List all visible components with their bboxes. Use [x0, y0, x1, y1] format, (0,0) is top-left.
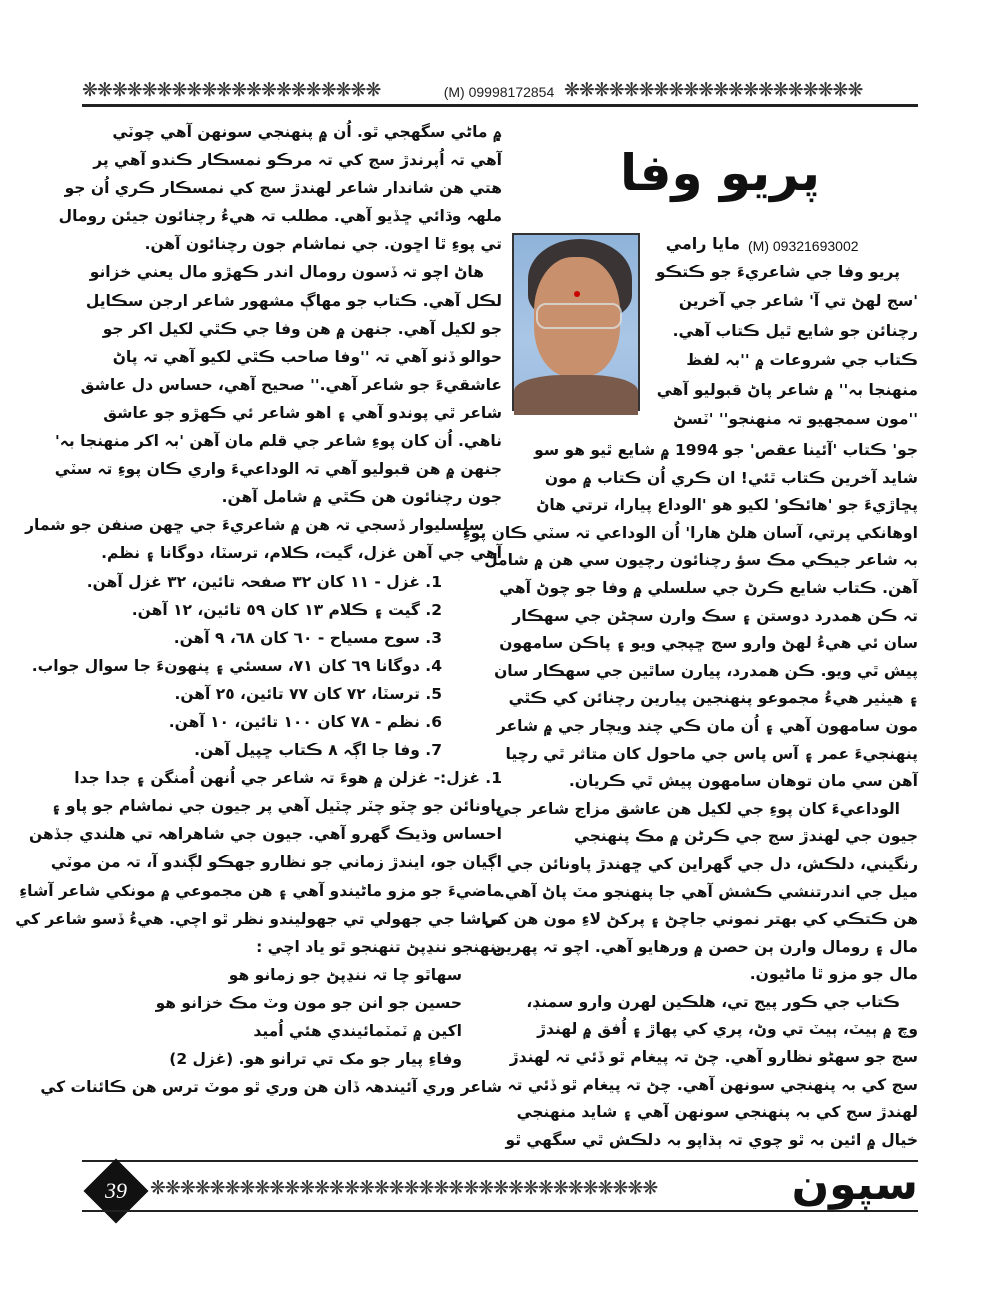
text-line: آهن سي مان توهان سامهون پيش ٿي ڪريان. — [568, 772, 918, 791]
text-line: ڪتاب جي ڪور پيج تي، هلڪين لهرن وارو سمنڊ، — [526, 992, 900, 1011]
text-line: جيون جي لهندڙ سج جي ڪرڻن ۾ مڪ پنهنجي — [574, 827, 918, 846]
text-line: 4. دوگانا ٦٩ کان ٧١، سسئي ۽ پنهونءَ جا سوال جواب. — [31, 656, 442, 675]
text-line: جنهن ۾ هن قبوليو آهي تہ الوداعيءَ واري ڪان پوءِ تہ سٽي — [54, 460, 502, 479]
text-line: پريو وفا جي شاعريءَ جو ڪتڪو — [655, 263, 900, 281]
text-line: مال جو مزو ٿا ماڻيون. — [749, 965, 918, 984]
text-line: مال ۽ رومال وارن ٻن حصن ۾ ورهايو آهي. اچو تہ پهرين — [492, 937, 918, 956]
magazine-logo: سپون — [791, 1159, 918, 1210]
text-line: پنهنجيءَ عمر ۽ آس پاس جي ماحول کان متاثر ٿي رچيا — [505, 744, 918, 763]
text-line: 5. ترسٽا، ٧٢ کان ٧٧ تائين، ٢٥ آهن. — [174, 684, 442, 703]
text-line: ۾ ماڻي سگهجي ٿو. اُن ۾ پنهنجي سونهن آهي چوٽي — [112, 123, 502, 141]
text-line: 1. غزل:- غزلن ۾ هوءَ تہ شاعر جي اُنهن اُمنگن ۽ جدا جدا — [74, 769, 502, 788]
text-line: شايد آخرين ڪتاب ٿئي! ان ڪري اُن ڪتاب ۾ مون — [544, 468, 918, 487]
text-line: اکين ۾ ٽمٽمائيندي هئي اُميد — [253, 1022, 462, 1040]
text-line: ڪتاب جي شروعات ۾ ''بہ لفظ — [686, 351, 918, 370]
text-line: ميل جي اندرتنشي ڪشش آهي جا پنهنجو مٽ پاڻ آهي. — [499, 882, 918, 901]
text-line: آهن. ڪتاب شايع ڪرڻ جي سلسلي ۾ وفا جو چوڻ آهي — [499, 578, 918, 597]
text-line: اوهانکي پرتي، آسان هلڻ هارا' اُن الوداعي تہ سٽي ڪان پوءِ — [462, 523, 918, 542]
text-line: تي پوءِ ٿا اڇون. جي نماشام جون رچنائون آهن. — [144, 235, 502, 254]
text-line: 1. غزل - ١١ کان ٣٢ صفحہ تائين، ٣٢ غزل آهن. — [86, 572, 442, 591]
text-line: هاڻ اچو تہ ڏسون رومال اندر ڪهڙو مال يعني خزانو — [89, 263, 484, 282]
text-line: پيش ٿي ويو. ڪن همدرد، پيارن ساٿين جي سهڪار سان — [494, 661, 918, 680]
left-column-body — [15, 118, 502, 1101]
right-column-body — [462, 437, 918, 1154]
text-line: وفاءِ پيار جو مک تي ترانو هو. (غزل 2) — [169, 1050, 462, 1069]
page-number: 39 — [105, 1178, 127, 1203]
text-line: منهنجا بہ'' ۾ شاعر پاڻ قبوليو آهي — [656, 380, 918, 399]
text-line: سج کي بہ پنهنجي سونهن آهي. چڻ تہ پيغام ٿو ڏئي تہ — [507, 1075, 918, 1094]
text-line: سهاٿو چا تہ ننڍپڻ جو زمانو هو — [228, 965, 462, 984]
text-line: پڇاڙيءَ جو 'هائڪو' لکيو هو 'الوداع پيارا، ترتي هاڻ — [536, 496, 918, 515]
text-line: 7. وفا جا اڳہ ٨ ڪتاب ڇپيل آهن. — [194, 741, 442, 760]
text-line: اڳيان جو، ايندڙ زماني جو نظارو جهڪو لڳندو آ، تہ من موٽي — [50, 853, 502, 872]
text-line: جون رچنائون هن ڪٿي ۾ شامل آهن. — [221, 488, 502, 507]
text-line: هتي هن شاندار شاعر لهندڙ سج کي نمسڪار ڪري اُن جو — [64, 179, 502, 198]
header-phone: (M) 09998172854 — [443, 84, 555, 100]
text-line: لڪل آهي. ڪتاب جو مهاڳ مشهور شاعر ارجن سڪايل — [85, 291, 502, 310]
text-line: 3. سوح مسياح - ٦٠ کان ٦٨، ٩ آهن. — [173, 628, 442, 647]
text-line: پنهنجو ننڍپڻ تنهنجو ٿو ياد اچي : — [256, 937, 502, 956]
text-line: 'سج لهڻ تي آ' شاعر جي آخرين — [678, 292, 918, 311]
footer-rule-bottom — [82, 1210, 918, 1212]
text-line: عاشقيءَ جو شاعر آهي.'' صحيح آهي، حساس دل عاشق — [80, 375, 502, 394]
text-line: خيال ۾ ائين بہ ٿو چوي تہ ٻڌاپو بہ دلڪش ٿي سگهي ٿو — [505, 1130, 918, 1149]
text-line: شاعر وري آئيندهہ ڏان هن وري ٿو موٽ ترس هن ڪائنات کي — [40, 1078, 502, 1097]
text-line: ''مون سمجهيو تہ منهنجو'' 'ٽسڻ — [673, 409, 918, 428]
text-line: آهي تہ اُپرندڙ سج کي تہ مرڪو نمسڪار ڪندو آهي پر — [93, 151, 502, 170]
text-line: لهندڙ سج کي بہ پنهنجي سونهن آهي ۽ شايد منهنجي — [516, 1103, 918, 1122]
text-line: جو' ڪتاب 'آئينا عقص' جو 1994 ۾ شايع ٿيو هو سو — [534, 441, 918, 459]
text-line: نراشا جي جهولي تي جهوليندو نظر ٿو اچي. هيءُ ڏسو شاعر کي — [15, 909, 502, 928]
text-line: حسين جو انن جو مون وٽ مڪ خزانو هو — [155, 993, 462, 1012]
text-line: الوداعيءَ کان پوءِ جي لکيل هن عاشق مزاج شاعر جي — [495, 799, 900, 818]
author-phone: (M) 09321693002 — [748, 238, 859, 254]
text-line: تہ ڪن همدرد دوستن ۽ سڪ وارن سڄڻن جي سهڪار — [512, 606, 918, 625]
header-ornament-border-right: ❋❋❋❋❋❋❋❋❋❋❋❋❋❋❋❋❋❋❋❋ — [564, 79, 863, 101]
text-line: آهي جي آهن غزل، گيت، ڪلام، ترسٽا، دوگانا ۽ نظم. — [101, 544, 502, 563]
text-line: ماضيءَ جو مزو ماڻيندو آهي ۽ هن مجموعي ۾ مونکي شاعر آشاءِ — [19, 881, 502, 900]
text-line: ناهي. اُن کان پوءِ شاعر جي قلم مان آهن 'بہ اکر منهنجا بہ' — [55, 432, 502, 451]
right-column-top — [640, 258, 918, 434]
text-line: احساس وڌيڪ گهرو آهي. جيون جي شاهراهہ تي هلندي جڏهن — [28, 825, 502, 844]
article-title: پريو وفا — [620, 144, 820, 202]
text-line: پاونائن جو چٽو چٽر چٽيل آهي پر جيون جي نماشام جو پاو ۽ — [51, 797, 502, 816]
text-line: 2. گيت ۽ ڪلام ١٣ کان ٥٩ تائين، ١٢ آهن. — [131, 600, 442, 619]
header-ornament-border-left: ❋❋❋❋❋❋❋❋❋❋❋❋❋❋❋❋❋❋❋❋ — [82, 79, 381, 101]
text-line: ۽ هيٺير هيءُ مجموعو پنهنجين پيارين رچنائن کي ڪٿي — [508, 689, 918, 708]
text-line: مون سامهون آهي ۽ اُن مان ڪي چند ويچار جي ۾ شاعر — [496, 716, 918, 735]
text-line: سان ئي هيءُ لهڻ وارو سج ڇپجي ويو ۽ پاڪن سامهون — [499, 634, 918, 653]
text-line: هن ڪتڪي کي بهتر نموني جاچڻ ۽ پرکڻ لاءِ مون هن کي — [483, 910, 918, 929]
author-photo — [512, 233, 640, 411]
text-line: رنگيني، دلڪش، دل جي گهراين کي ڇهندڙ پاونائن جي — [506, 854, 918, 873]
text-line: رچنائن جو شايع ٿيل ڪتاب آهي. — [672, 321, 918, 340]
text-line: 6. نظم - ٧٨ کان ١٠٠ تائين، ١٠ آهن. — [168, 712, 442, 731]
text-line: حوالو ڏنو آهي تہ ''وفا صاحب ڪٿي لکيو آهي تہ پاڻ — [112, 347, 502, 366]
text-line: ملهہ وڌائي ڇڏيو آهي. مطلب تہ هيءُ رچنائون جيئن رومال — [58, 207, 502, 226]
text-line: وچ ۾ ٻيٽ، ٻيٽ تي وڻ، پري کي پهاڙ ۽ اُفق ۾ لهندڙ — [537, 1020, 918, 1039]
text-line: شاعر ٿي پوندو آهي ۽ اهو شاعر ئي ڪهڙو جو عاشق — [103, 403, 502, 422]
footer-ornament-border: ❋❋❋❋❋❋❋❋❋❋❋❋❋❋❋❋❋❋❋❋❋❋❋❋❋❋❋❋❋❋❋❋❋❋ — [150, 1177, 658, 1199]
text-line: سلسليوار ڏسجي تہ هن ۾ شاعريءَ جي ڇهن صنفن جو شمار — [25, 516, 484, 535]
header-rule — [82, 104, 918, 107]
text-line: جو لکيل آهي. جنهن ۾ هن وفا جي ڪٿي لکيل اکر جو — [102, 319, 502, 338]
text-line: بہ شاعر جيڪي مڪ سؤ رچنائون رچيون سي هن ۾ شامل — [484, 551, 918, 570]
author-name: مايا رامي — [665, 234, 740, 253]
text-line: سج جو سهڻو نظارو آهي. چڻ تہ پيغام ٿو ڏئي تہ لهندڙ — [509, 1048, 918, 1067]
